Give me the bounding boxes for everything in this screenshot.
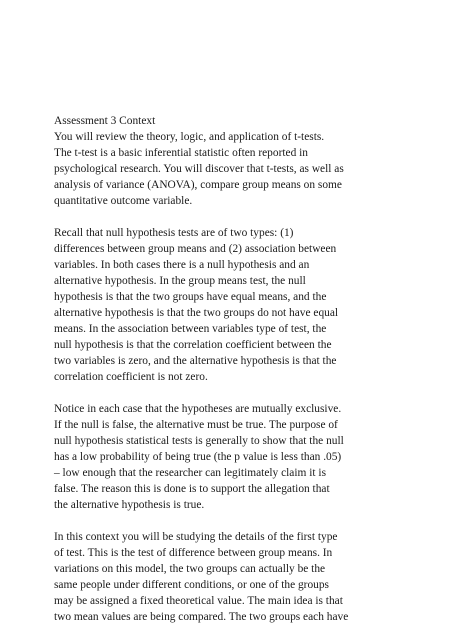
text-line: correlation coefficient is not zero. <box>54 371 208 383</box>
paragraph-gap <box>54 513 414 529</box>
text-line: psychological research. You will discover that t-tests, as well as <box>54 163 344 175</box>
text-line: differences between group means and (2) association between <box>54 243 337 255</box>
text-line: Recall that null hypothesis tests are of two types: (1) <box>54 227 294 239</box>
text-line: of test. This is the test of difference between group means. In <box>54 547 333 559</box>
text-line: null hypothesis is that the correlation coefficient between the <box>54 339 332 351</box>
text-line: variables. In both cases there is a null hypothesis and an <box>54 259 310 271</box>
text-line: – low enough that the researcher can legitimately claim it is <box>54 467 327 479</box>
document-body <box>54 113 414 625</box>
text-line: quantitative outcome variable. <box>54 195 193 207</box>
text-line: two variables is zero, and the alternative hypothesis is that the <box>54 355 337 367</box>
text-line: variations on this model, the two groups can actually be the <box>54 563 326 575</box>
text-line: Notice in each case that the hypotheses are mutually exclusive. <box>54 403 342 415</box>
text-line: hypothesis is that the two groups have equal means, and the <box>54 291 327 303</box>
text-line: same people under different conditions, or one of the groups <box>54 579 329 591</box>
text-line: The t-test is a basic inferential statistic often reported in <box>54 147 308 159</box>
paragraph-gap <box>54 209 414 225</box>
text-line: false. The reason this is done is to support the allegation that <box>54 483 330 495</box>
text-line: two mean values are being compared. The two groups each have <box>54 611 349 623</box>
text-line: the alternative hypothesis is true. <box>54 499 205 511</box>
text-line: alternative hypothesis. In the group means test, the null <box>54 275 306 287</box>
document-heading: Assessment 3 Context <box>54 115 156 127</box>
text-line: If the null is false, the alternative must be true. The purpose of <box>54 419 338 431</box>
text-line: null hypothesis statistical tests is generally to show that the null <box>54 435 344 447</box>
text-line: means. In the association between variables type of test, the <box>54 323 327 335</box>
text-line: may be assigned a fixed theoretical value. The main idea is that <box>54 595 343 607</box>
text-line: You will review the theory, logic, and application of t-tests. <box>54 131 325 143</box>
text-line: has a low probability of being true (the p value is less than .05) <box>54 451 342 463</box>
paragraph-gap <box>54 385 414 401</box>
text-line: analysis of variance (ANOVA), compare group means on some <box>54 179 342 191</box>
text-line: alternative hypothesis is that the two groups do not have equal <box>54 307 339 319</box>
text-line: In this context you will be studying the details of the first type <box>54 531 338 543</box>
